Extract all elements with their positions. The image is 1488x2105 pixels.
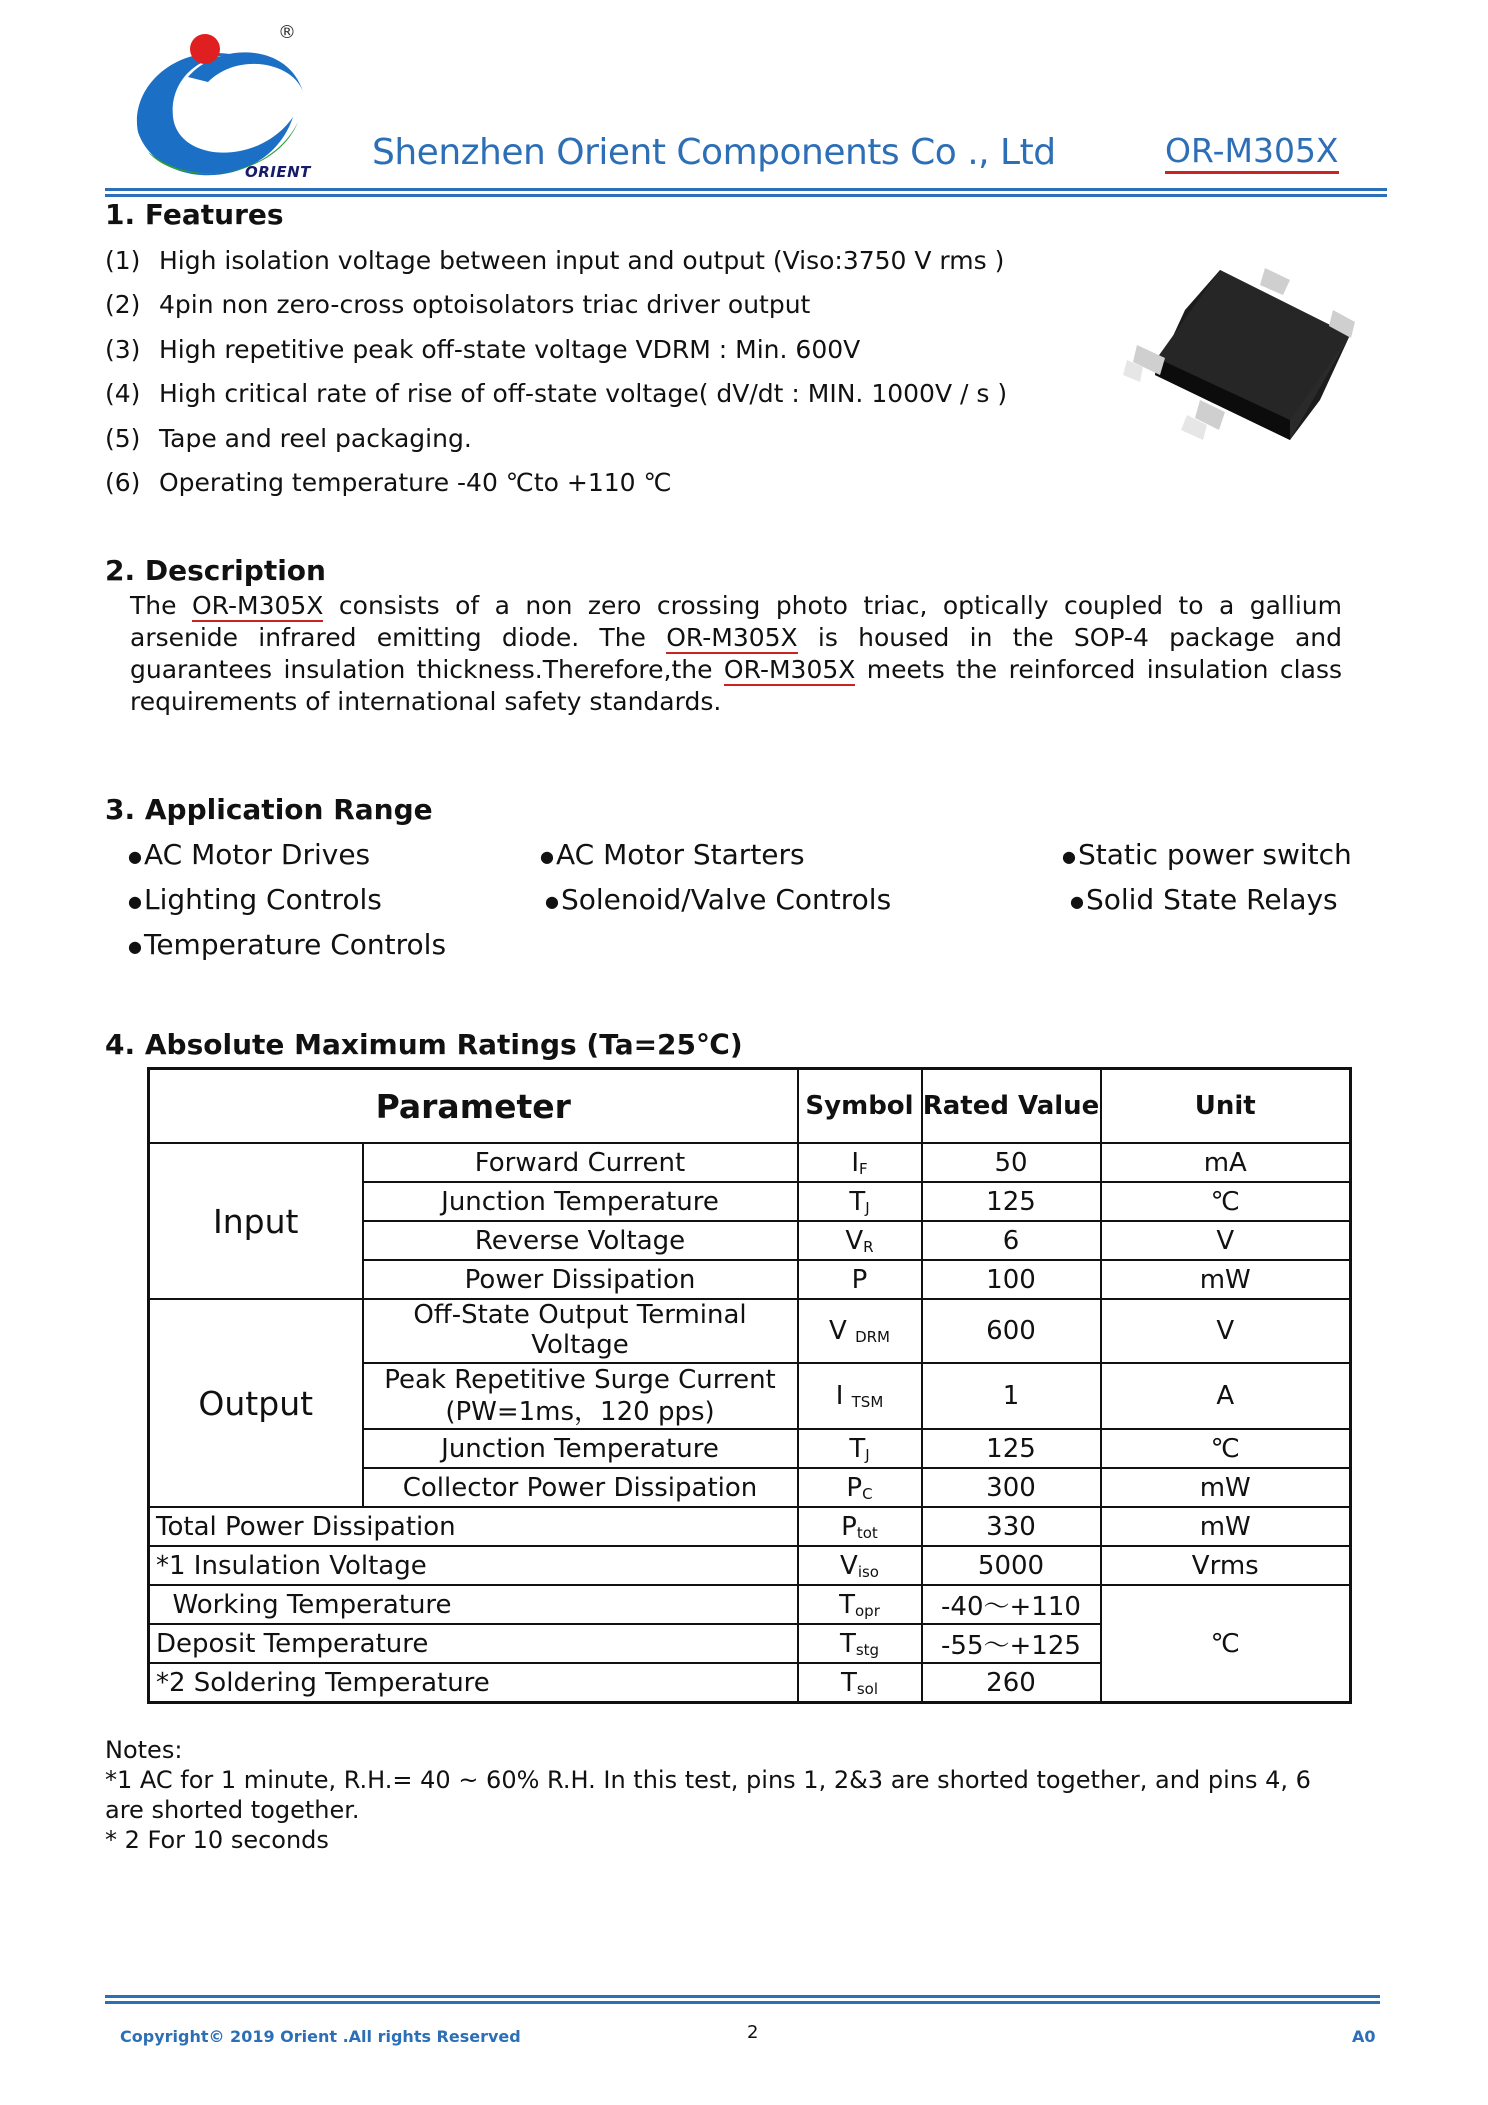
notes-label: Notes:	[105, 1736, 183, 1764]
ratings-title: 4. Absolute Maximum Ratings (Ta=25℃)	[105, 1028, 743, 1061]
value-cell: 6	[922, 1221, 1101, 1260]
value-cell: -40～+110	[922, 1585, 1101, 1624]
unit-cell: ℃	[1101, 1182, 1351, 1221]
ratings-table	[147, 1067, 1352, 1704]
header-rule-2	[105, 194, 1387, 197]
param-cell: Deposit Temperature	[149, 1624, 798, 1663]
unit-cell: mW	[1101, 1507, 1351, 1546]
value-cell: 100	[922, 1260, 1101, 1299]
symbol-cell: $T_J$	[798, 1182, 922, 1221]
value-cell: 50	[922, 1143, 1101, 1182]
application-item: ●AC Motor Starters	[540, 838, 805, 871]
param-cell: *1 Insulation Voltage	[149, 1546, 798, 1585]
param-cell: Forward Current	[363, 1143, 798, 1182]
value-cell: -55～+125	[922, 1624, 1101, 1663]
value-cell: 125	[922, 1182, 1101, 1221]
symbol-cell: P	[798, 1260, 922, 1299]
symbol-cell: $P_C$	[798, 1468, 922, 1507]
table-row	[149, 1546, 1351, 1585]
feature-item: (4) High critical rate of rise of off-state voltage( dV/dt : MIN. 1000V / s )	[105, 379, 1008, 408]
param-cell: Collector Power Dissipation	[363, 1468, 798, 1507]
features-title: 1. Features	[105, 198, 284, 231]
value-cell: 125	[922, 1429, 1101, 1468]
application-item: ●Lighting Controls	[128, 883, 382, 916]
unit-cell: V	[1101, 1299, 1351, 1363]
table-row	[149, 1299, 1351, 1363]
feature-item: (2) 4pin non zero-cross optoisolators triac driver output	[105, 290, 811, 319]
application-item: ●Static power switch	[1062, 838, 1352, 871]
description-text: The OR-M305X consists of a non zero crossing photo triac, optically coupled to a gallium arsenide infrared emitting diode. The OR-M305X is housed in the SOP-4 package and guarantees insulation thickness.Therefore,the OR-M305X meets the reinforced insulation class requirements of international safety standards.	[130, 591, 1342, 716]
revision: A0	[1352, 2027, 1376, 2046]
group-output: Output	[149, 1299, 363, 1507]
unit-cell: Vrms	[1101, 1546, 1351, 1585]
symbol-cell: $P_{tot}$	[798, 1507, 922, 1546]
application-item: ●Solenoid/Valve Controls	[545, 883, 892, 916]
group-input: Input	[149, 1143, 363, 1299]
unit-cell: ℃	[1101, 1429, 1351, 1468]
symbol-cell: $T_{stg}$	[798, 1624, 922, 1663]
unit-cell: A	[1101, 1363, 1351, 1429]
page-number: 2	[747, 2022, 759, 2043]
param-cell: Peak Repetitive Surge Current (PW=1ms，120 pps)	[363, 1363, 798, 1429]
unit-cell: mW	[1101, 1260, 1351, 1299]
note-2: * 2 For 10 seconds	[105, 1826, 329, 1854]
symbol-cell: $T_J$	[798, 1429, 922, 1468]
value-cell: 260	[922, 1663, 1101, 1703]
param-cell: Power Dissipation	[363, 1260, 798, 1299]
application-item: ●Solid State Relays	[1070, 883, 1338, 916]
symbol-cell: V $_{DRM}$	[798, 1299, 922, 1363]
table-row	[149, 1585, 1351, 1624]
header-symbol: Symbol	[798, 1069, 922, 1144]
symbol-cell: I $_{TSM}$	[798, 1363, 922, 1429]
value-cell: 600	[922, 1299, 1101, 1363]
symbol-cell: $T_{opr}$	[798, 1585, 922, 1624]
table-header-row	[149, 1069, 1351, 1144]
part-number-ref: OR-M305X	[191, 591, 324, 620]
company-name: Shenzhen Orient Components Co ., Ltd	[372, 132, 1056, 173]
header-parameter: Parameter	[149, 1069, 798, 1144]
feature-item: (1) High isolation voltage between input and output (Viso:3750 V rms )	[105, 246, 1005, 275]
param-cell: Off-State Output Terminal Voltage	[363, 1299, 798, 1363]
symbol-cell: $T_{sol}$	[798, 1663, 922, 1703]
value-cell: 1	[922, 1363, 1101, 1429]
param-cell: Junction Temperature	[363, 1429, 798, 1468]
symbol-cell: $V_{iso}$	[798, 1546, 922, 1585]
feature-item: (5) Tape and reel packaging.	[105, 424, 472, 453]
unit-cell: V	[1101, 1221, 1351, 1260]
unit-cell: ℃	[1101, 1585, 1351, 1703]
copyright: Copyright© 2019 Orient .All rights Reserved	[120, 2027, 521, 2046]
param-cell: *2 Soldering Temperature	[149, 1663, 798, 1703]
notes	[105, 1735, 1335, 1855]
sop4-package-image	[1115, 250, 1365, 450]
description-title: 2. Description	[105, 554, 326, 587]
part-number-ref: OR-M305X	[666, 623, 798, 652]
application-item: ●AC Motor Drives	[128, 838, 371, 871]
value-cell: 5000	[922, 1546, 1101, 1585]
feature-item: (3) High repetitive peak off-state voltage VDRM : Min. 600V	[105, 335, 861, 364]
param-cell: Total Power Dissipation	[149, 1507, 798, 1546]
registered-mark: ®	[278, 22, 296, 43]
table-row	[149, 1507, 1351, 1546]
application-title: 3. Application Range	[105, 793, 433, 826]
param-cell: Working Temperature	[149, 1585, 798, 1624]
unit-cell: mA	[1101, 1143, 1351, 1182]
header-rated-value: Rated Value	[922, 1069, 1101, 1144]
value-cell: 330	[922, 1507, 1101, 1546]
header-unit: Unit	[1101, 1069, 1351, 1144]
part-number-ref: OR-M305X	[723, 655, 856, 684]
part-number: OR-M305X	[1165, 133, 1339, 174]
logo-text: ORIENT	[245, 163, 311, 181]
application-item: ●Temperature Controls	[128, 928, 447, 961]
header-rule	[105, 188, 1387, 191]
note-1: *1 AC for 1 minute, R.H.= 40 ~ 60% R.H. In this test, pins 1, 2&3 are shorted together, and pins 4, 6 are shorted together.	[105, 1766, 1311, 1824]
feature-item: (6) Operating temperature -40 ℃to +110 ℃	[105, 468, 672, 497]
param-cell: Junction Temperature	[363, 1182, 798, 1221]
footer-rule-2	[105, 2001, 1380, 2004]
value-cell: 300	[922, 1468, 1101, 1507]
param-cell: Reverse Voltage	[363, 1221, 798, 1260]
footer-rule	[105, 1995, 1380, 1998]
symbol-cell: $V_R$	[798, 1221, 922, 1260]
symbol-cell: $I_F$	[798, 1143, 922, 1182]
table-row	[149, 1143, 1351, 1182]
unit-cell: mW	[1101, 1468, 1351, 1507]
